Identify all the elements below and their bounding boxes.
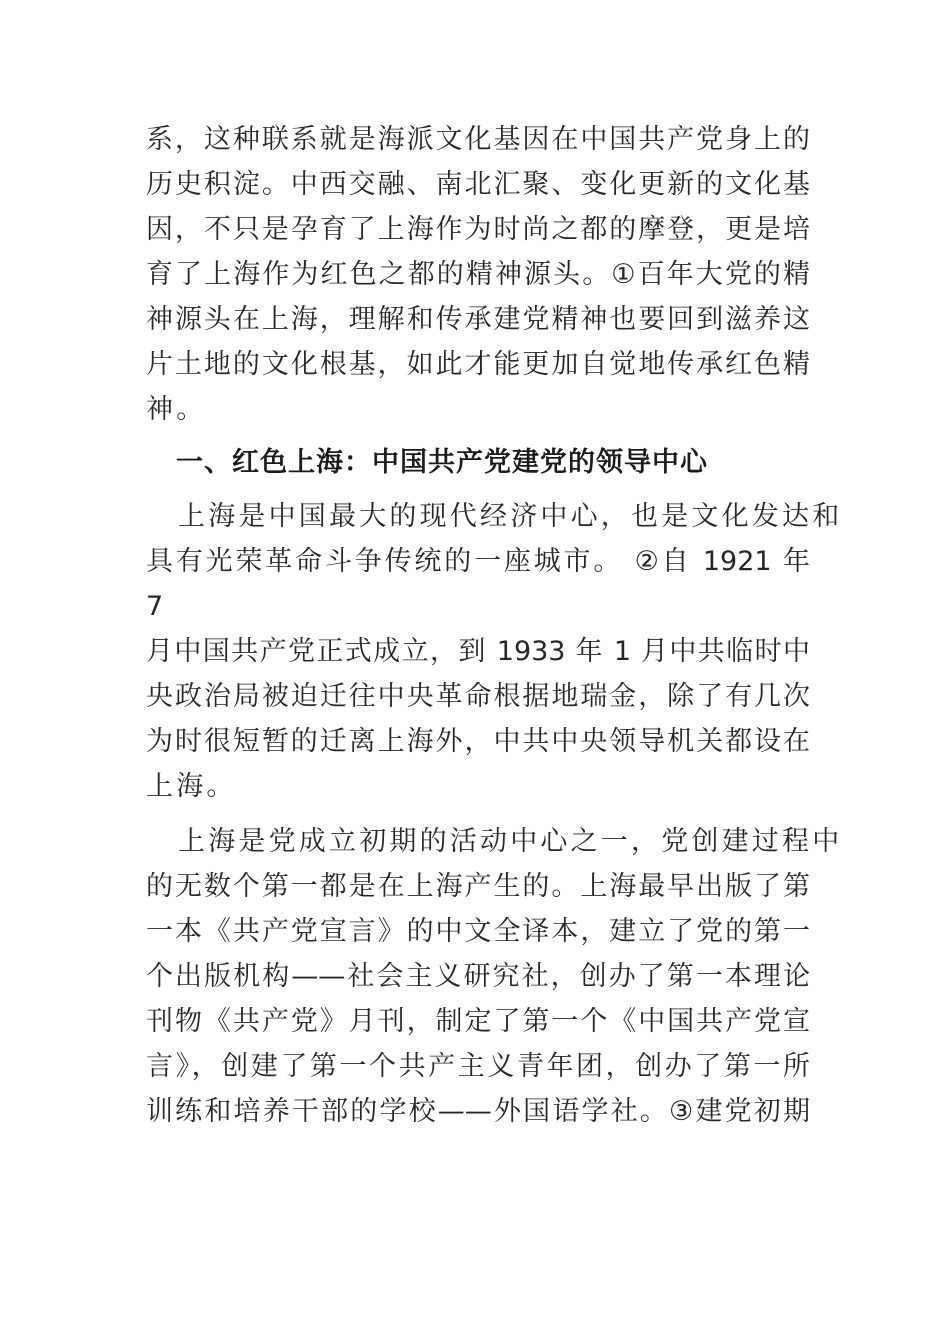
section-heading: 一、红色上海：中国共产党建党的领导中心: [176, 447, 708, 478]
text-line: 个出版机构——社会主义研究社，创办了第一本理论: [146, 961, 810, 992]
text-line: 神。: [146, 394, 207, 425]
text-line: 上海是党成立初期的活动中心之一，党创建过程中: [178, 826, 843, 857]
text-line: 刊物《共产党》月刊，制定了第一个《中国共产党宣: [146, 1006, 810, 1037]
text-line: 系，这种联系就是海派文化基因在中国共产党身上的: [146, 124, 810, 155]
text-line: 因，不只是孕育了上海作为时尚之都的摩登，更是培: [146, 214, 810, 245]
text-line: 具有光荣革命斗争传统的一座城市。 ②自 1921 年: [146, 546, 810, 577]
text-line: 为时很短暂的迁离上海外，中共中央领导机关都设在: [146, 726, 810, 757]
text-line: 片土地的文化根基，如此才能更加自觉地传承红色精: [146, 349, 810, 380]
text-line: 言》，创建了第一个共产主义青年团，创办了第一所: [146, 1051, 810, 1082]
text-line: 央政治局被迫迁往中央革命根据地瑞金，除了有几次: [146, 681, 810, 712]
text-line: 月中国共产党正式成立，到 1933 年 1 月中共临时中: [146, 636, 810, 667]
text-line: 历史积淀。中西交融、南北汇聚、变化更新的文化基: [146, 169, 810, 200]
text-line: 的无数个第一都是在上海产生的。上海最早出版了第: [146, 871, 810, 902]
text-line: 上海是中国最大的现代经济中心，也是文化发达和: [178, 501, 843, 532]
text-line: 7: [146, 591, 167, 622]
text-line: 上海。: [146, 771, 237, 802]
text-line: 训练和培养干部的学校——外国语学社。③建党初期: [146, 1096, 810, 1127]
text-line: 神源头在上海，理解和传承建党精神也要回到滋养这: [146, 304, 810, 335]
text-line: 育了上海作为红色之都的精神源头。①百年大党的精: [146, 259, 810, 290]
text-line: 一本《共产党宣言》的中文全译本，建立了党的第一: [146, 916, 810, 947]
